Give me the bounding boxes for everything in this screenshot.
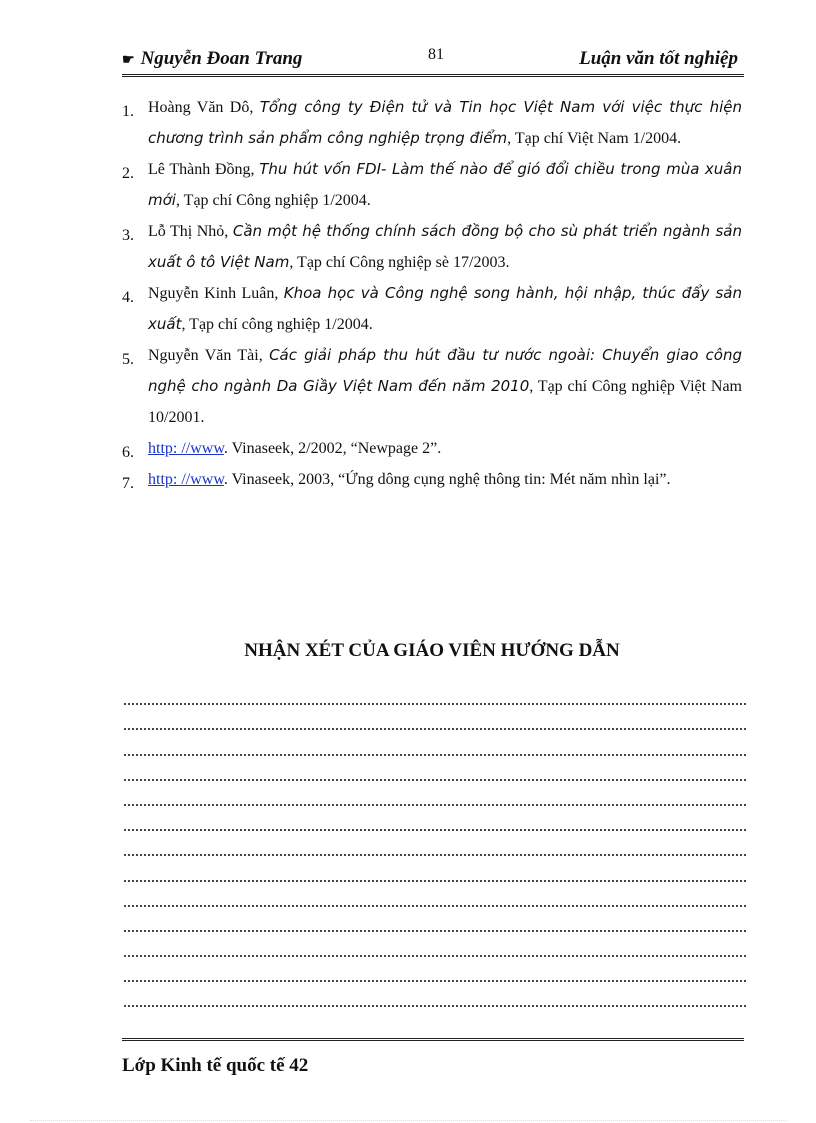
footer-class-name: Lớp Kinh tế quốc tế 42 <box>122 1055 309 1076</box>
comment-line <box>124 856 746 881</box>
reference-source: . Vinaseek, 2/2002, “Newpage 2”. <box>223 440 442 457</box>
comment-line <box>124 907 746 932</box>
page-header <box>122 44 744 77</box>
comment-line <box>124 806 746 831</box>
page-footer <box>122 1038 744 1076</box>
comments-title: NHẬN XÉT CỦA GIÁO VIÊN HƯỚNG DẪN <box>244 640 620 661</box>
reference-author: Hoàng Văn Dô, <box>148 99 260 116</box>
comment-line <box>124 982 746 1007</box>
header-thesis: Luận văn tốt nghiệp <box>579 48 738 69</box>
comment-lines <box>124 680 746 1007</box>
reference-title: Các giải pháp thu hút đầu tư nước ngoài: Chuyển giao công nghệ cho ngành Da Giầy Việt Nam đến năm 2010 <box>148 346 743 395</box>
comment-line <box>124 932 746 957</box>
page-bottom-divider <box>30 1120 786 1121</box>
reference-title: Tổng công ty Điện tử và Tin học Việt Nam với việc thực hiện chương trình sản phẩm công nghiệp trọng điểm <box>148 98 742 147</box>
reference-source: , Tạp chí Công nghiệp sè 17/2003. <box>289 254 510 271</box>
reference-source: , Tạp chí Công nghiệp 1/2004. <box>175 192 371 209</box>
reference-number: 7. <box>122 475 134 492</box>
comment-line <box>124 957 746 982</box>
author-name: Nguyễn Đoan Trang <box>140 48 303 69</box>
comment-line <box>124 831 746 856</box>
reference-item <box>122 464 742 495</box>
reference-author: Nguyễn Văn Tài, <box>148 347 270 364</box>
reference-number: 2. <box>122 165 134 182</box>
page-number: 81 <box>428 46 444 63</box>
reference-title: Khoa học và Công nghệ song hành, hội nhập, thúc đẩy sản xuất <box>148 284 743 333</box>
reference-source: . Vinaseek, 2003, “Ứng dông cụng nghệ thông tin: Mét năm nhìn lại”. <box>223 471 671 488</box>
reference-author: Nguyễn Kinh Luân, <box>148 285 284 302</box>
reference-number: 4. <box>122 289 134 306</box>
reference-item <box>122 433 742 464</box>
reference-link[interactable]: http: //www <box>148 440 224 457</box>
reference-number: 1. <box>122 103 134 120</box>
comment-line <box>124 680 746 705</box>
comment-line <box>124 882 746 907</box>
reference-source: , Tạp chí Việt Nam 1/2004. <box>507 130 682 147</box>
reference-number: 3. <box>122 227 134 244</box>
reference-item <box>122 92 742 154</box>
reference-link[interactable]: http: //www <box>148 471 224 488</box>
reference-item <box>122 154 742 216</box>
reference-number: 6. <box>122 444 134 461</box>
reference-source: , Tạp chí công nghiệp 1/2004. <box>181 316 373 333</box>
header-author <box>122 48 302 70</box>
reference-author: Lỗ Thị Nhỏ, <box>148 223 233 240</box>
reference-item <box>122 278 742 340</box>
reference-number: 5. <box>122 351 134 368</box>
reference-list <box>122 92 742 495</box>
comment-line <box>124 781 746 806</box>
reference-source: , Tạp chí Công nghiệp Việt Nam 10/2001. <box>148 378 743 426</box>
reference-item <box>122 340 742 433</box>
reference-title: Cần một hệ thống chính sách đồng bộ cho sù phát triển ngành sản xuất ô tô Việt Nam <box>148 222 742 271</box>
reference-title: Thu hút vốn FDI- Làm thế nào để gió đổi chiều trong mùa xuân mới <box>148 160 742 209</box>
comment-line <box>124 756 746 781</box>
pointing-hand-icon: ☛ <box>122 53 135 68</box>
reference-author: Lê Thành Đồng, <box>148 161 260 178</box>
comment-line <box>124 705 746 730</box>
reference-item <box>122 216 742 278</box>
comment-line <box>124 730 746 755</box>
